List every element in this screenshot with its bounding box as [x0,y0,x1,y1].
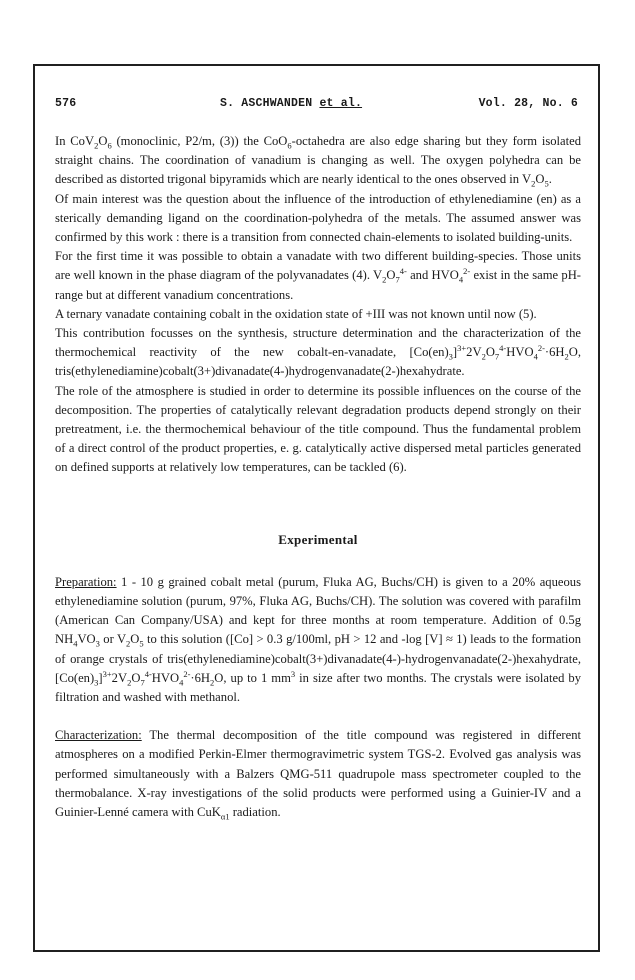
section-heading-experimental: Experimental [278,531,358,547]
preparation-label: Preparation: [55,574,117,589]
journal-page [33,64,600,952]
article-body [55,132,581,822]
paragraph-4: A ternary vanadate containing cobalt in the oxidation state of +III was not known until now (5). [55,306,537,321]
paragraph-characterization: Characterization: The thermal decomposition of the title compound was registered in different atmospheres on a modified Perkin-Elmer thermogravimetric system TGS-2. Evolved gas analysis was performed simultaneously with a Balzers QMG-511 quadrupole mass spectrometer coupled to the thermobalance. X-ray investigations of the solid products were performed using a Guinier-IV and a Guinier-Lenné camera with CuK$_{\alpha 1}$ radiation. [55,728,581,822]
paragraph-5: This contribution focusses on the synthesis, structure determination and the characterization of the thermochemical reactivity of the new cobalt-en-vanadate, $[Co(en)_3]^{3+}2V_2O_7^{4-}HVO_4^{2-}\cdot 6H_2O$, tris(ethylenediamine)cobalt(3+)divanadate(4-)hydrogenvanadate(2-)hexahydrate. [55,326,581,379]
author-line [220,97,362,110]
paragraph-3: For the first time it was possible to obtain a vanadate with two different building-species. Those units are well known in the phase diagram of the polyvanadates (4). $V_2O_7^{4-}$ and $HVO_4^{2-}$ exist in the same pH-range but at different vanadium concentrations. [55,249,581,302]
paragraph-2: Of main interest was the question about the influence of the introduction of ethylenediamine (en) as a sterically demanding ligand on the coordination-polyhedra of the metals. The assumed answer was confirmed by this work : there is a transition from connected chain-elements to isolated building-units. [55,191,581,245]
et-al: et al. [319,97,363,110]
paragraph-1: In $CoV_2O_6$ (monoclinic, P2/m, (3)) the CoO$_6$-octahedra are also edge sharing but they form isolated straight chains. The coordination of vanadium is changing as well. The oxygen polyhedra can be described as distorted trigonal bipyramids which are nearly identical to the ones observed in $V_2O_5$. [55,134,582,189]
characterization-label: Characterization: [55,728,142,743]
running-header [55,97,578,115]
paragraph-preparation: Preparation: 1 - 10 g grained cobalt metal (purum, Fluka AG, Buchs/CH) is given to a 20% aqueous ethylenediamine solution (purum, 97%, Fluka AG, Buchs/CH). The solution was covered with parafilm (American Can Company/USA) and kept for three months at room temperature. Addition of 0.5g $NH_4VO_3$ or $V_2O_5$ to this solution ([Co] > 0.3 g/100ml, pH > 12 and -log [V] ≈ 1) leads to the formation of orange crystals of tris(ethylenediamine)cobalt(3+)divanadate(4-)-hydrogenvanadate(2-)hexahydrate, $[Co(en)_3]^{3+}2V_2O_7^{4-}HVO_4^{2-}\cdot 6H_2O$, up to 1 $mm^3$ in size after two months. The crystals were isolated by filtration and washed with methanol. [55,574,582,705]
paragraph-6: The role of the atmosphere is studied in order to determine its possible influences on the course of the decomposition. The properties of catalytically relevant degradation products depend strongly on their pretreatment, i.e. the thermochemical behaviour of the title compound. Thus the fundamental problem of a direct control of the product properties, e. g. catalytically active dispersed metal particles generated on defined supports at relatively low temperatures, can be tackled (6). [55,383,581,475]
authors: S. ASCHWANDEN [220,97,313,110]
spacer [55,478,581,530]
spacer [55,707,581,726]
volume-issue: Vol. 28, No. 6 [478,97,578,110]
page-number: 576 [55,97,77,110]
